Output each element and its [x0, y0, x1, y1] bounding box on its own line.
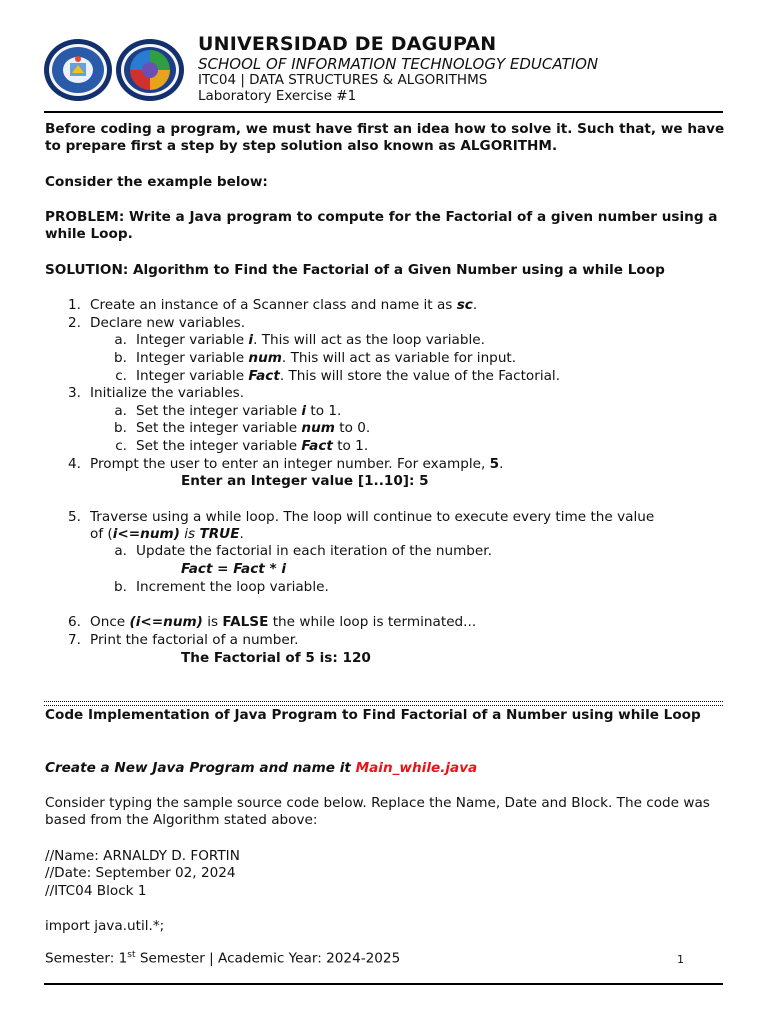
code-line: //ITC04 Block 1 — [45, 883, 147, 899]
sublist-letter: b. — [114, 420, 127, 436]
list-number: 3. — [68, 385, 81, 401]
create-program-instruction: Create a New Java Program and name it Main_while.java — [45, 760, 478, 776]
university-name: UNIVERSIDAD DE DAGUPAN — [198, 33, 497, 55]
list-item: Initialize the variables. — [90, 385, 245, 401]
list-number: 7. — [68, 632, 81, 648]
section-divider — [44, 701, 723, 706]
sublist-letter: b. — [114, 579, 127, 595]
school-name: SCHOOL OF INFORMATION TECHNOLOGY EDUCATION — [198, 55, 599, 73]
consider-text: Consider the example below: — [45, 174, 268, 190]
list-item: Once (i<=num) is FALSE the while loop is terminated... — [90, 614, 477, 630]
factorial-formula: Fact = Fact * i — [181, 561, 286, 577]
sublist-item: Set the integer variable num to 0. — [136, 420, 371, 436]
sublist-item: Integer variable i. This will act as the loop variable. — [136, 332, 485, 348]
typing-instructions: Consider typing the sample source code below. Replace the Name, Date and Block. The code was based from the Algorithm stated above: — [45, 795, 710, 828]
sublist-letter: a. — [114, 403, 127, 419]
sublist-item: Set the integer variable Fact to 1. — [136, 438, 369, 454]
list-item-continuation: of (i<=num) is TRUE. — [90, 526, 244, 542]
exercise-title: Laboratory Exercise #1 — [198, 88, 357, 104]
school-seal-icon — [115, 38, 185, 102]
sublist-letter: a. — [114, 332, 127, 348]
problem-statement: PROBLEM: Write a Java program to compute for the Factorial of a given number using a while Loop. — [45, 209, 718, 242]
list-item: Traverse using a while loop. The loop will continue to execute every time the value — [90, 509, 655, 525]
sublist-item: Update the factorial in each iteration of the number. — [136, 543, 492, 559]
sublist-letter: a. — [114, 543, 127, 559]
list-item: Declare new variables. — [90, 315, 246, 331]
sublist-letter: c. — [115, 438, 127, 454]
sublist-letter: c. — [115, 368, 127, 384]
header-divider — [44, 111, 723, 113]
file-name: Main_while.java — [355, 760, 478, 776]
footer-divider — [44, 983, 723, 985]
list-number: 2. — [68, 315, 81, 331]
sublist-item: Increment the loop variable. — [136, 579, 329, 595]
code-line: //Name: ARNALDY D. FORTIN — [45, 848, 240, 864]
code-section-heading: Code Implementation of Java Program to Find Factorial of a Number using while Loop — [45, 707, 701, 723]
list-number: 1. — [68, 297, 81, 313]
course-title: ITC04 | DATA STRUCTURES & ALGORITHMS — [198, 72, 488, 88]
footer-semester: Semester: 1st Semester | Academic Year: 2024-2025 — [45, 950, 401, 967]
list-item: Prompt the user to enter an integer number. For example, 5. — [90, 456, 504, 472]
sample-output-line: The Factorial of 5 is: 120 — [181, 650, 371, 666]
code-line: //Date: September 02, 2024 — [45, 865, 236, 881]
list-item: Print the factorial of a number. — [90, 632, 299, 648]
sublist-letter: b. — [114, 350, 127, 366]
list-number: 4. — [68, 456, 81, 472]
code-line: import java.util.*; — [45, 918, 165, 934]
sublist-item: Set the integer variable i to 1. — [136, 403, 342, 419]
list-number: 6. — [68, 614, 81, 630]
intro-paragraph: Before coding a program, we must have first an idea how to solve it. Such that, we have to prepare first a step by step solution also known as ALGORITHM. — [45, 121, 725, 154]
list-item: Create an instance of a Scanner class and name it as sc. — [90, 297, 478, 313]
list-number: 5. — [68, 509, 81, 525]
page-number: 1 — [677, 953, 684, 966]
solution-heading: SOLUTION: Algorithm to Find the Factorial of a Given Number using a while Loop — [45, 262, 665, 278]
sample-input-line: Enter an Integer value [1..10]: 5 — [181, 473, 429, 489]
university-seal-icon — [43, 38, 113, 102]
sublist-item: Integer variable num. This will act as variable for input. — [136, 350, 517, 366]
sublist-item: Integer variable Fact. This will store the value of the Factorial. — [136, 368, 561, 384]
